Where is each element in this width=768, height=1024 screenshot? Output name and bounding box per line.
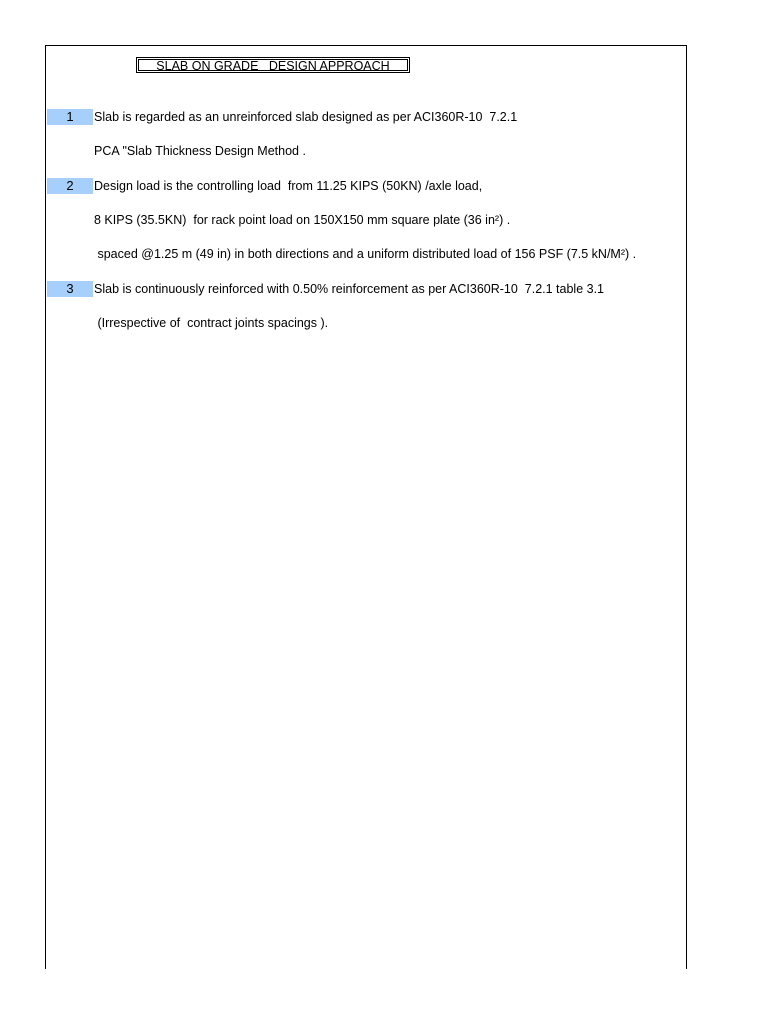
- item-3-line-2: (Irrespective of contract joints spacings ).: [94, 316, 329, 330]
- item-2-line-3: spaced @1.25 m (49 in) in both directions and a uniform distributed load of 156 PSF (7.5 kN/M²) .: [94, 247, 637, 261]
- item-3-line-1: Slab is continuously reinforced with 0.50% reinforcement as per ACI360R-10 7.2.1 table 3.1: [94, 282, 605, 296]
- document-page: [45, 45, 687, 969]
- item-number-2: 2: [47, 178, 93, 194]
- item-1-line-2: PCA "Slab Thickness Design Method .: [94, 144, 306, 158]
- item-2-line-1: Design load is the controlling load from 11.25 KIPS (50KN) /axle load,: [94, 179, 483, 193]
- item-number-1: 1: [47, 109, 93, 125]
- title-box: [136, 57, 410, 73]
- item-2-line-2: 8 KIPS (35.5KN) for rack point load on 150X150 mm square plate (36 in²) .: [94, 213, 511, 227]
- item-1-line-1: Slab is regarded as an unreinforced slab designed as per ACI360R-10 7.2.1: [94, 110, 518, 124]
- document-title: SLAB ON GRADE DESIGN APPROACH: [138, 59, 408, 71]
- item-number-3: 3: [47, 281, 93, 297]
